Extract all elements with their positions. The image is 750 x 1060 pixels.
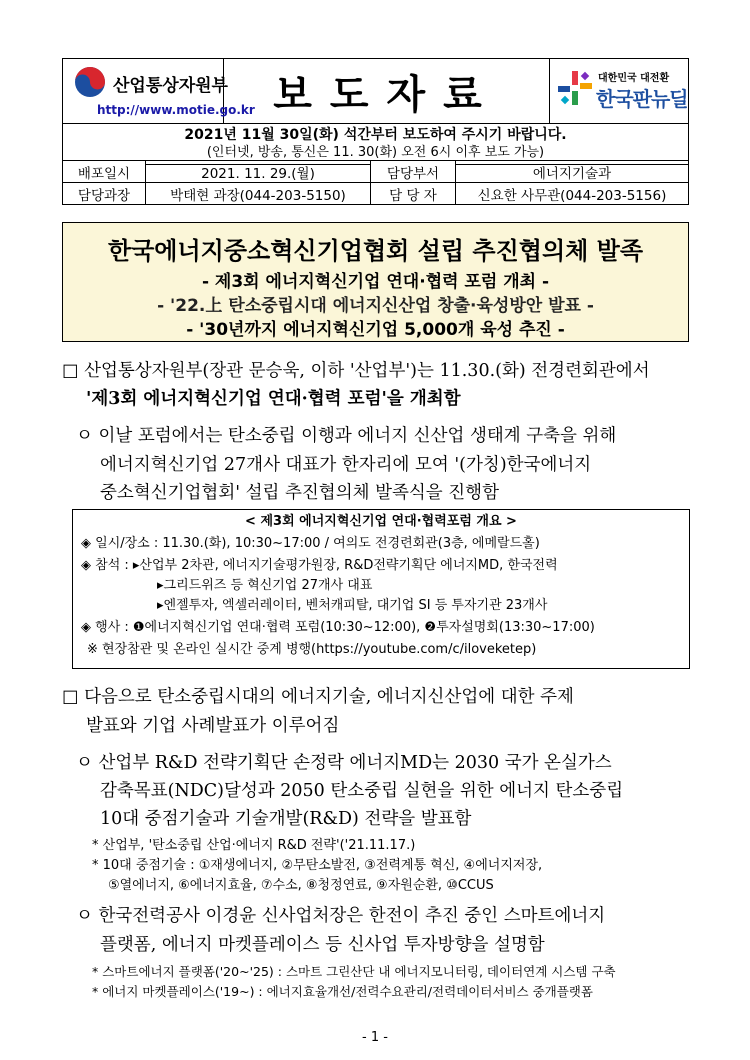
para2-line3: 중소혁신기업협회' 설립 추진협의체 발족식을 진행함 xyxy=(100,483,499,503)
overview-program: ◈ 행사 : ❶에너지혁신기업 연대·협력 포럼(10:30~12:00), ❷투자설명회(13:30~17:00) xyxy=(81,620,595,635)
para2-line1: ㅇ 이날 포럼에서는 탄소중립 이행과 에너지 신산업 생태계 구축을 위해 xyxy=(76,426,617,446)
para3-line2: 발표와 기업 사례발표가 이루어짐 xyxy=(86,716,340,736)
para3-line1: □ 다음으로 탄소중립시대의 에너지기술, 에너지신산업에 대한 주제 xyxy=(62,687,574,707)
dept-value: 에너지기술과 xyxy=(456,161,689,183)
newdeal-slogan: 대한민국 대전환 xyxy=(598,73,670,84)
ministry-logo-cell xyxy=(63,59,255,124)
note-3: * 스마트에너지 플랫폼('20~'25) : 스마트 그린산단 내 에너지모니터링, 데이터연계 시스템 구축 xyxy=(92,964,616,979)
dist-label: 배포일시 xyxy=(63,161,146,183)
overview-stream-note: ※ 현장참관 및 온라인 실시간 중계 병행(https://youtube.com/c/iloveketep) xyxy=(87,642,537,657)
para2-line2: 에너지혁신기업 27개사 대표가 한자리에 모여 '(가칭)한국에너지 xyxy=(100,455,592,475)
ministry-url[interactable]: http://www.motie.go.kr xyxy=(97,103,255,117)
embargo-sub: (인터넷, 방송, 통신은 11. 30(화) 오전 6시 이후 보도 가능) xyxy=(206,145,545,160)
page-number: - 1 - xyxy=(362,1030,388,1045)
para4-line2: 감축목표(NDC)달성과 2050 탄소중립 실현을 위한 에너지 탄소중립 xyxy=(100,781,624,801)
para4-line3: 10대 중점기술과 기술개발(R&D) 전략을 발표함 xyxy=(100,809,472,829)
note-2-line2: ⑤열에너지, ⑥에너지효율, ⑦수소, ⑧청정연료, ⑨자원순환, ⑩CCUS xyxy=(108,878,494,893)
newdeal-name: 한국판뉴딜 xyxy=(596,87,688,111)
headline-sub2: - '22.上 탄소중립시대 에너지신산업 창출·육성방안 발표 - xyxy=(157,296,594,316)
overview-box xyxy=(72,509,690,669)
embargo-line: 2021년 11월 30일(화) 석간부터 보도하여 주시기 바랍니다. xyxy=(184,127,567,143)
newdeal-logo-icon xyxy=(556,69,594,107)
note-4: * 에너지 마켓플레이스('19~) : 에너지효율개선/전력수요관리/전력데이터서비스 중개플랫폼 xyxy=(92,984,593,999)
taegeuk-icon xyxy=(73,65,107,99)
info-table xyxy=(62,160,689,205)
para5-line1: ㅇ 한국전력공사 이경윤 신사업처장은 한전이 추진 중인 스마트에너지 xyxy=(76,906,606,926)
overview-attendees-2: ▸그리드위즈 등 혁신기업 27개사 대표 xyxy=(157,578,373,593)
header-table xyxy=(62,58,689,165)
dept-label: 담당부서 xyxy=(371,161,456,183)
para4-line1: ㅇ 산업부 R&D 전략기획단 손정락 에너지MD는 2030 국가 온실가스 xyxy=(76,753,612,773)
newdeal-logo-cell xyxy=(550,59,689,124)
headline-sub1: - 제3회 에너지혁신기업 연대·협력 포럼 개최 - xyxy=(201,272,550,292)
chief-value: 박태현 과장(044-203-5150) xyxy=(146,183,371,205)
doc-type-title: 보도자료 xyxy=(224,59,550,124)
overview-attendees: ◈ 참석 : ▸산업부 2차관, 에너지기술평가원장, R&D전략기획단 에너지MD, 한국전력 xyxy=(81,558,558,573)
overview-title: < 제3회 에너지혁신기업 연대·협력포럼 개요 > xyxy=(245,514,517,529)
embargo-cell xyxy=(63,124,689,165)
note-2-line1: * 10대 중점기술 : ①재생에너지, ②무탄소발전, ③전력계통 혁신, ④에너지저장, xyxy=(92,858,543,873)
para1-line1: □ 산업통상자원부(장관 문승욱, 이하 '산업부')는 11.30.(화) 전경련회관에서 xyxy=(62,361,650,381)
staff-value: 신요한 사무관(044-203-5156) xyxy=(456,183,689,205)
dist-value: 2021. 11. 29.(월) xyxy=(146,161,371,183)
headline-box xyxy=(62,222,689,342)
overview-datetime: ◈ 일시/장소 : 11.30.(화), 10:30~17:00 / 여의도 전경련회관(3층, 에메랄드홀) xyxy=(81,536,540,551)
note-1: * 산업부, '탄소중립 산업·에너지 R&D 전략'('21.11.17.) xyxy=(92,838,416,853)
headline-sub3: - '30년까지 에너지혁신기업 5,000개 육성 추진 - xyxy=(186,320,565,340)
chief-label: 담당과장 xyxy=(63,183,146,205)
ministry-name: 산업통상자원부 xyxy=(113,76,228,96)
staff-label: 담 당 자 xyxy=(371,183,456,205)
para5-line2: 플랫폼, 에너지 마켓플레이스 등 신사업 투자방향을 설명함 xyxy=(100,935,545,955)
headline-main: 한국에너지중소혁신기업협회 설립 추진협의체 발족 xyxy=(107,237,644,265)
overview-attendees-3: ▸엔젤투자, 엑셀러레이터, 벤처캐피탈, 대기업 SI 등 투자기관 23개사 xyxy=(157,598,548,613)
para1-line2: '제3회 에너지혁신기업 연대·협력 포럼'을 개최함 xyxy=(86,389,461,409)
